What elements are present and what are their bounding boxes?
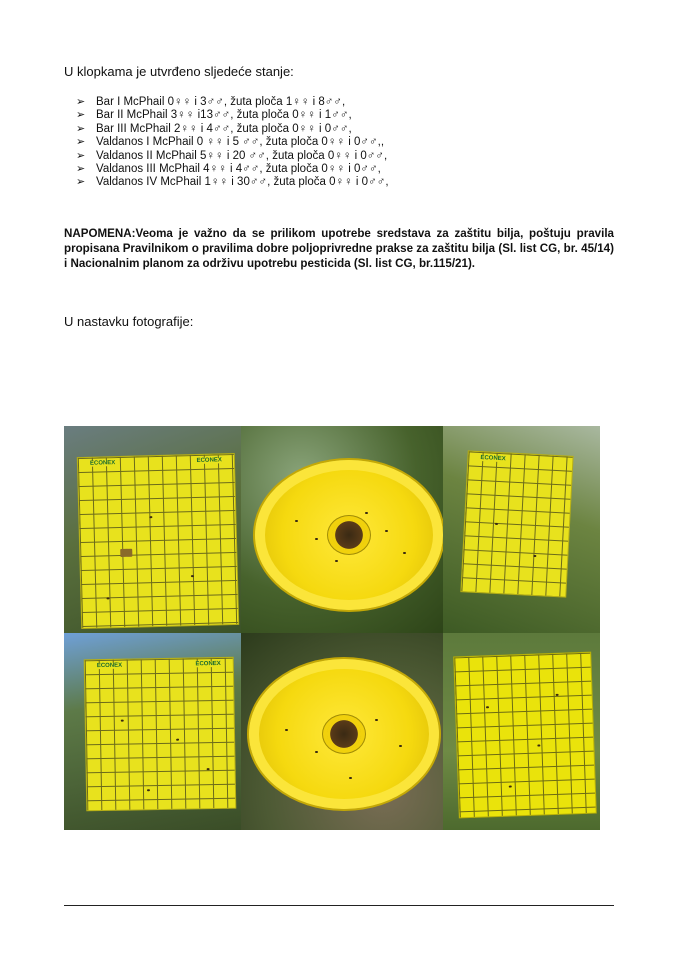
trap-results-list [76,96,389,190]
arrow-bullet-icon: ➢ [76,136,86,149]
photo-sticky-board-4 [443,633,600,830]
photo-sticky-board-3 [64,633,241,830]
board-brand-label: ECONEX [89,460,116,467]
arrow-bullet-icon: ➢ [76,176,86,189]
trap-result-text: Bar III McPhail 2♀♀ i 4♂♂, žuta ploča 0♀♀ i 0♂♂, [96,122,352,135]
intro-text: U klopkama je utvrđeno sljedeće stanje: [64,64,294,79]
trap-result-text: Valdanos IV McPhail 1♀♀ i 30♂♂, žuta ploča 0♀♀ i 0♂♂, [96,176,389,189]
list-item [76,123,389,136]
arrow-bullet-icon: ➢ [76,122,86,135]
list-item [76,136,389,149]
trap-result-text: Valdanos III McPhail 4♀♀ i 4♂♂, žuta ploča 0♀♀ i 0♂♂, [96,163,381,176]
mcphail-trap-bowl [249,659,439,809]
list-item [76,109,389,122]
arrow-bullet-icon: ➢ [76,109,86,122]
trap-result-text: Valdanos I McPhail 0 ♀♀ i 5 ♂♂, žuta ploča 0♀♀ i 0♂♂,, [96,136,385,149]
board-brand-label: ECONEX [196,457,222,464]
yellow-sticky-board [78,454,238,628]
trap-opening [327,719,361,749]
yellow-sticky-board [454,653,596,818]
photo-collage [64,426,600,830]
list-item [76,96,389,109]
photo-mcphail-trap-1 [241,426,443,633]
arrow-bullet-icon: ➢ [76,149,86,162]
yellow-sticky-board [461,451,572,596]
trap-result-text: Bar II McPhail 3♀♀ i13♂♂, žuta ploča 0♀♀ i 1♂♂, [96,109,352,122]
footer-divider [64,905,614,906]
list-item [76,163,389,176]
board-brand-label: ECONEX [480,454,506,463]
note-paragraph: NAPOMENA:Veoma je važno da se prilikom upotrebe sredstava za zaštitu bilja, poštuju pravila propisana Pravilnikom o pravilima dobre poljoprivredne prakse za zaštitu bilja (Sl. list CG, br. 45/14) i Nacionalnim planom za održivu upotrebu pesticida (Sl. list CG, br.115/21). [64,227,614,270]
trap-opening [332,520,366,550]
arrow-bullet-icon: ➢ [76,163,86,176]
trap-result-text: Valdanos II McPhail 5♀♀ i 20 ♂♂, žuta ploča 0♀♀ i 0♂♂, [96,149,388,162]
mcphail-trap-bowl [255,460,443,610]
board-brand-label: ECONEX [195,660,221,668]
photo-sticky-board-2 [443,426,600,633]
trap-result-text: Bar I McPhail 0♀♀ i 3♂♂, žuta ploča 1♀♀ i 8♂♂, [96,96,346,108]
photo-sticky-board-1 [64,426,241,633]
photos-intro-text: U nastavku fotografije: [64,314,194,329]
list-item [76,150,389,163]
list-item [76,176,389,189]
yellow-sticky-board [85,658,236,811]
board-brand-label: ECONEX [96,662,123,670]
photo-mcphail-trap-2 [241,633,443,830]
arrow-bullet-icon: ➢ [76,96,86,108]
